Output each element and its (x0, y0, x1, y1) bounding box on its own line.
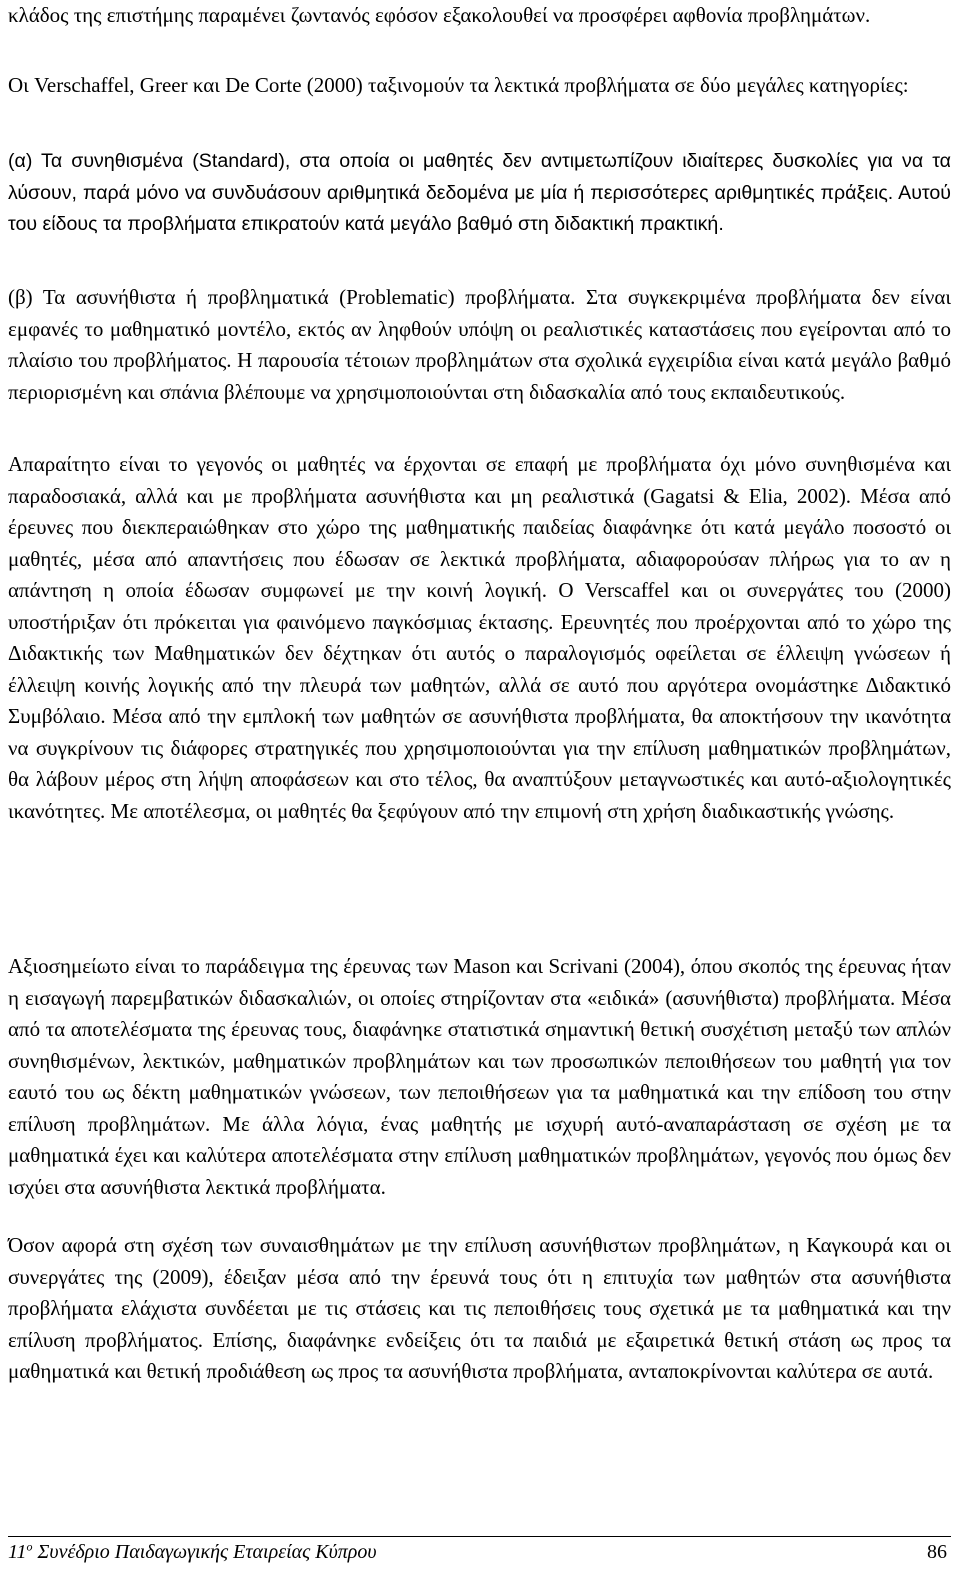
paragraph-problematic-problems: (β) Τα ασυνήθιστα ή προβληματικά (Problematic) προβλήματα. Στα συγκεκριμένα προβλήματα δεν είναι εμφανές το μαθηματικό μοντέλο, εκτός αν ληφθούν υπόψη οι ρεαλιστικές καταστάσεις που εγείρονται από το πλαίσιο του προβλήματος. Η παρουσία τέτοιων προβλημάτων στα σχολικά εγχειρίδια είναι κατά μεγάλο βαθμό περιορισμένη και σπάνια βλέπουμε να χρησιμοποιούνται στη διδασκαλία από τους εκπαιδευτικούς. (8, 285, 951, 404)
paragraph-contact-with-problems: Απαραίτητο είναι το γεγονός οι μαθητές να έρχονται σε επαφή με προβλήματα όχι μόνο συνηθισμένα και παραδοσιακά, αλλά και με προβλήματα ασυνήθιστα και μη ρεαλιστικά (Gagatsi & Elia, 2002). Μέσα από έρευνες που διεκπεραιώθηκαν στο χώρο της μαθηματικής παιδείας διαφάνηκε ότι κατά μεγάλο ποσοστό οι μαθητές, μέσα από απαντήσεις που έδωσαν σε λεκτικά προβλήματα, αδιαφορούσαν πλήρως για το αν η απάντηση η οποία έδωσαν συμφωνεί με την κοινή λογική. Ο Verscaffel και οι συνεργάτες του (2000) υποστήριξαν ότι πρόκειται για φαινόμενο παγκόσμιας έκτασης. Ερευνητές που προέρχονται από το χώρο της Διδακτικής των Μαθηματικών δεν δέχτηκαν ότι αυτός ο παραλογισμός οφείλεται σε έλλειψη γνώσεων ή έλλειψη κοινής λογικής από την πλευρά των μαθητών, αλλά σε αυτό που αργότερα ονομάστηκε Διδακτικό Συμβόλαιο. Μέσα από την εμπλοκή των μαθητών σε ασυνήθιστα προβλήματα, θα αποκτήσουν την ικανότητα να συγκρίνουν τις διάφορες στρατηγικές που χρησιμοποιούνται για την επίλυση μαθηματικών προβλημάτων, θα λάβουν μέρος στη λήψη αποφάσεων και στο τέλος, θα αναπτύξουν μεταγνωστικές και αυτό-αξιολογητικές ικανότητες. Με αποτέλεσμα, οι μαθητές θα ξεφύγουν από την επιμονή στη χρήση διαδικαστικής γνώσης. (8, 452, 951, 823)
paragraph-emotions: Όσον αφορά στη σχέση των συναισθημάτων με την επίλυση ασυνήθιστων προβλημάτων, η Καγκουρά και οι συνεργάτες της (2009), έδειξαν μέσα από την έρευνά τους ότι η επιτυχία των μαθητών στα ασυνήθιστα προβλήματα ελάχιστα συνδέεται με τις στάσεις και τις πεποιθήσεις τους σχετικά με τα μαθηματικά και την επίλυση προβλήματος. Επίσης, διαφάνηκε ενδείξεις ότι τα παιδιά με εξαιρετικά θετική στάση ως προς τα μαθηματικά και θετική προδιάθεση ως προς τα ασυνήθιστα προβλήματα, ανταποκρίνονται καλύτερα σε αυτά. (8, 1233, 951, 1383)
paragraph-classification: Οι Verschaffel, Greer και De Corte (2000) ταξινομούν τα λεκτικά προβλήματα σε δύο μεγάλες κατηγορίες: (8, 73, 909, 97)
conference-ordinal: 11 (8, 1541, 27, 1563)
paragraph-mason-scrivani: Αξιοσημείωτο είναι το παράδειγμα της έρευνας των Mason και Scrivani (2004), όπου σκοπός της έρευνας ήταν η εισαγωγή παρεμβατικών διδασκαλιών, οι οποίες στηρίζονταν στα «ειδικά» (ασυνήθιστα) προβλήματα. Μέσα από τα αποτελέσματα της έρευνας τους, διαφάνηκε στατιστικά σημαντική θετική συσχέτιση μεταξύ των απλών συνηθισμένων, λεκτικών, μαθηματικών προβλημάτων και των προσωπικών πεποιθήσεων του μαθητή για τον εαυτό του ως δέκτη μαθηματικών γνώσεων, των πεποιθήσεων για τα μαθηματικά και την επίδοση του στην επίλυση προβλημάτων. Με άλλα λόγια, ένας μαθητής με ισχυρή αυτό-αναπαράσταση σε σχέση με τα μαθηματικά έχει και καλύτερα αποτελέσματα στην επίλυση μαθηματικών προβλημάτων, γεγονός που όμως δεν ισχύει στα ασυνήθιστα λεκτικά προβλήματα. (8, 954, 951, 1199)
ordinal-suffix: ο (26, 1539, 33, 1554)
paragraph-standard-problems: (α) Τα συνηθισμένα (Standard), στα οποία οι μαθητές δεν αντιμετωπίζουν ιδιαίτερες δυσκολίες για να τα λύσουν, παρά μόνο να συνδυάσουν αριθμητικά δεδομένα με μία ή περισσότερες αριθμητικές πράξεις. Αυτού του είδους τα προβλήματα επικρατούν κατά μεγάλο βαθμό στη διδακτική πρακτική. (8, 150, 951, 235)
page-number: 86 (927, 1541, 947, 1563)
conference-name: Συνέδριο Παιδαγωγικής Εταιρείας Κύπρου (32, 1541, 377, 1563)
conference-title (8, 1541, 377, 1564)
paragraph-intro-continuation: κλάδος της επιστήμης παραμένει ζωντανός εφόσον εξακολουθεί να προσφέρει αφθονία προβλημάτων. (8, 3, 871, 27)
page-footer (8, 1536, 951, 1571)
